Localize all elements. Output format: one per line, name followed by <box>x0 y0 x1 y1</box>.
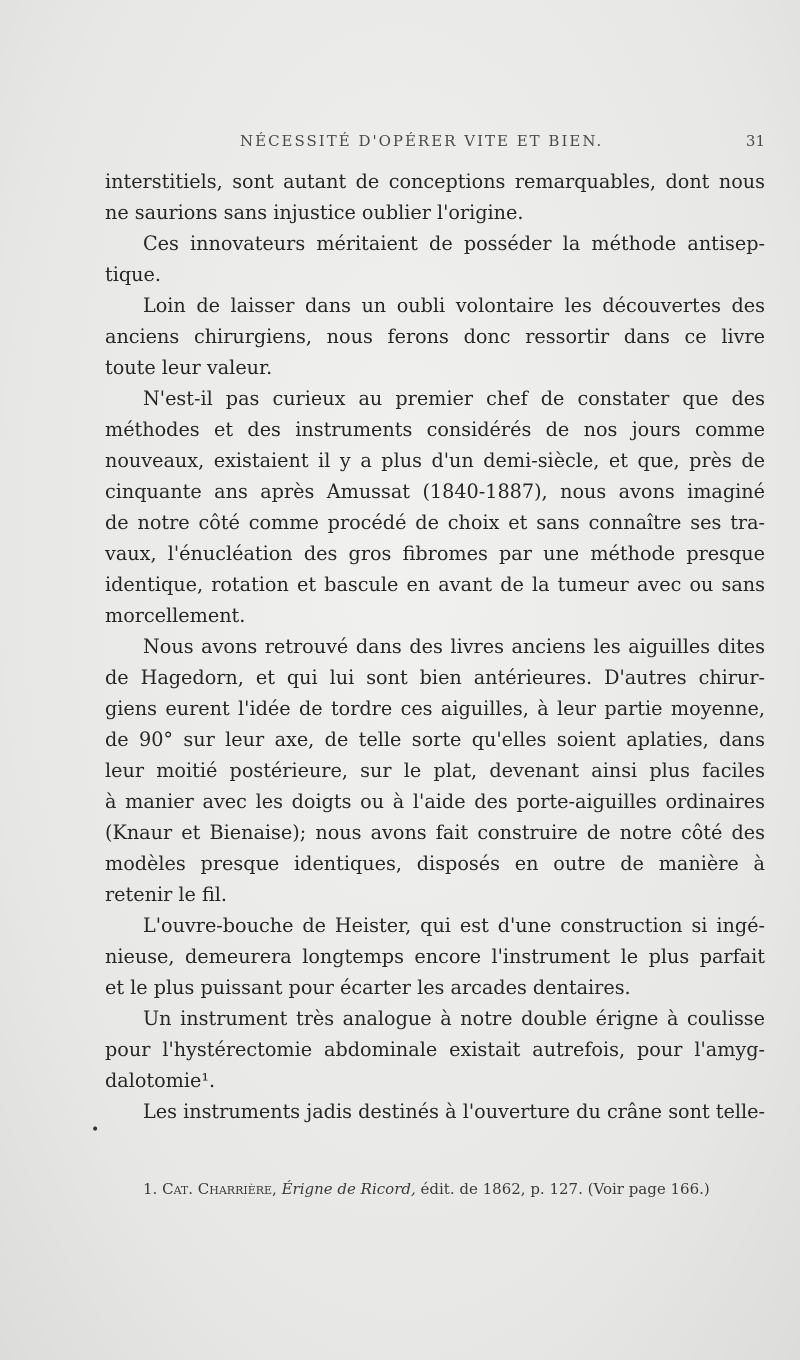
page-header <box>100 132 765 156</box>
footnote-author: Cat. Charrière, <box>162 1180 277 1198</box>
text-line: anciens chirurgiens, nous ferons donc ressortir dans ce livre <box>105 325 765 348</box>
text-line: Nous avons retrouvé dans des livres anciens les aiguilles dites <box>143 635 765 658</box>
text-line: interstitiels, sont autant de conceptions remarquables, dont nous <box>105 170 765 193</box>
text-line: Les instruments jadis destinés à l'ouverture du crâne sont telle- <box>143 1100 765 1123</box>
margin-mark: • <box>91 1122 100 1138</box>
text-line: de notre côté comme procédé de choix et sans connaître ses tra- <box>105 511 765 534</box>
text-line: de Hagedorn, et qui lui sont bien antérieures. D'autres chirur- <box>105 666 765 689</box>
text-line: nouveaux, existaient il y a plus d'un demi-siècle, et que, près de <box>105 449 765 472</box>
text-line: de 90° sur leur axe, de telle sorte qu'elles soient aplaties, dans <box>105 728 765 751</box>
page-number: 31 <box>745 132 765 150</box>
text-line: à manier avec les doigts ou à l'aide des porte-aiguilles ordinaires <box>105 790 765 813</box>
text-line: méthodes et des instruments considérés de nos jours comme <box>105 418 765 441</box>
text-line: cinquante ans après Amussat (1840-1887), nous avons imaginé <box>105 480 765 503</box>
text-line: Loin de laisser dans un oubli volontaire les découvertes des <box>143 294 765 317</box>
text-line: giens eurent l'idée de tordre ces aiguilles, à leur partie moyenne, <box>105 697 765 720</box>
text-line: dalotomie¹. <box>105 1069 216 1092</box>
footnote-title: Érigne de Ricord, <box>281 1180 416 1198</box>
text-line: (Knaur et Bienaise); nous avons fait construire de notre côté des <box>105 821 765 844</box>
text-line: et le plus puissant pour écarter les arcades dentaires. <box>105 976 631 999</box>
text-line: N'est-il pas curieux au premier chef de constater que des <box>143 387 765 410</box>
text-line: leur moitié postérieure, sur le plat, devenant ainsi plus faciles <box>105 759 765 782</box>
text-line: toute leur valeur. <box>105 356 273 379</box>
footnote-number: 1. <box>143 1180 158 1198</box>
footnote-reference: édit. de 1862, p. 127. (Voir page 166.) <box>420 1180 710 1198</box>
running-head: NÉCESSITÉ D'OPÉRER VITE ET BIEN. <box>240 132 604 150</box>
text-line: modèles presque identiques, disposés en outre de manière à <box>105 852 765 875</box>
text-line: identique, rotation et bascule en avant de la tumeur avec ou sans <box>105 573 765 596</box>
text-line: Un instrument très analogue à notre double érigne à coulisse <box>143 1007 765 1030</box>
text-line: tique. <box>105 263 161 286</box>
text-line: pour l'hystérectomie abdominale existait autrefois, pour l'amyg- <box>105 1038 765 1061</box>
body-text <box>105 166 765 1127</box>
text-line: vaux, l'énucléation des gros fibromes par une méthode presque <box>105 542 765 565</box>
footnote <box>143 1180 710 1198</box>
text-line: nieuse, demeurera longtemps encore l'instrument le plus parfait <box>105 945 765 968</box>
text-line: retenir le fil. <box>105 883 227 906</box>
text-line: morcellement. <box>105 604 246 627</box>
text-line: ne saurions sans injustice oublier l'origine. <box>105 201 524 224</box>
text-line: L'ouvre-bouche de Heister, qui est d'une construction si ingé- <box>143 914 765 937</box>
text-line: Ces innovateurs méritaient de posséder la méthode antisep- <box>143 232 765 255</box>
